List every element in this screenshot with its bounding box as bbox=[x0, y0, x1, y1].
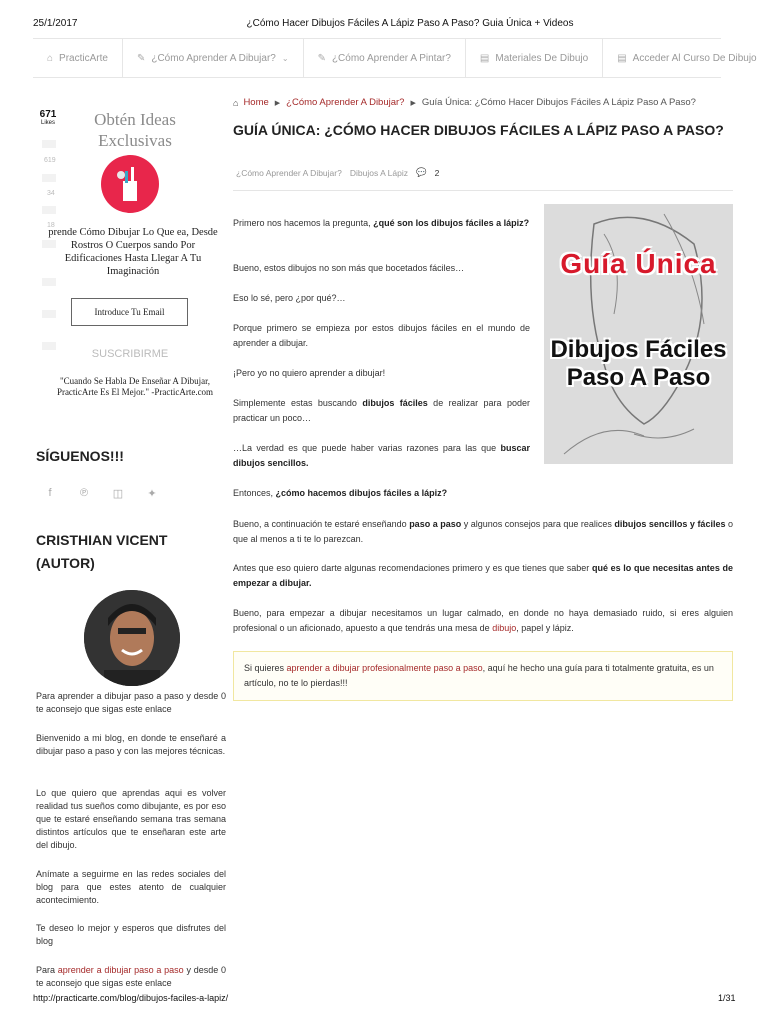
text: Simplemente estas buscando bbox=[233, 398, 363, 408]
text: , papel y lápiz. bbox=[516, 623, 574, 633]
drawing-link[interactable]: dibujo bbox=[492, 623, 517, 633]
home-icon: ⌂ bbox=[47, 52, 54, 64]
share-button[interactable] bbox=[42, 140, 56, 148]
text-bold: ¿qué son los dibujos fáciles a lápiz? bbox=[373, 218, 530, 228]
paragraph bbox=[233, 561, 733, 591]
author-subheading: (AUTOR) bbox=[36, 555, 95, 571]
learn-link[interactable]: aprender a dibujar paso a paso bbox=[57, 965, 184, 975]
main-nav bbox=[33, 38, 757, 78]
breadcrumb-current: Guía Única: ¿Cómo Hacer Dibujos Fáciles A Lápiz Paso A Paso? bbox=[421, 97, 696, 108]
paragraph bbox=[233, 517, 733, 547]
breadcrumb-home[interactable]: Home bbox=[243, 97, 269, 108]
paragraph: Eso lo sé, pero ¿por qué?… bbox=[233, 293, 346, 303]
instagram-icon[interactable]: ◫ bbox=[112, 488, 124, 500]
hero-image bbox=[544, 204, 733, 464]
nav-item-aprender-dibujar[interactable] bbox=[123, 39, 304, 77]
book-icon: ▤ bbox=[617, 52, 627, 64]
text-bold: dibujos fáciles bbox=[362, 398, 428, 408]
share-button[interactable] bbox=[42, 206, 56, 214]
sidebar-paragraph bbox=[36, 964, 226, 990]
text-bold: buscar dibujos sencillos. bbox=[233, 443, 530, 468]
document-title: ¿Cómo Hacer Dibujos Fáciles A Lápiz Paso A Paso? Guia Única + Videos bbox=[246, 18, 574, 29]
comment-count[interactable]: 2 bbox=[434, 167, 440, 178]
text: o que al menos a ti te lo parezcan. bbox=[233, 519, 733, 544]
nav-label: ¿Cómo Aprender A Dibujar? bbox=[151, 52, 276, 64]
nav-item-aprender-pintar[interactable] bbox=[304, 39, 466, 77]
comment-icon: 💬 bbox=[415, 167, 427, 177]
optin-title: Obtén Ideas Exclusivas bbox=[94, 110, 176, 150]
text: Bueno, a continuación te estaré enseñando bbox=[233, 519, 410, 529]
text: Bueno, para empezar a dibujar necesitamos un lugar calmado, en donde no haya demasiado ruido, si eres alguien profesional o un aficionado, apuesto a que tendrás una mesa de bbox=[233, 608, 733, 633]
text: , aquí he hecho una guía para ti totalmente gratuita, es un artículo, no te lo pierdas!!! bbox=[244, 663, 714, 688]
text: …La verdad es que puede haber varias razones para las que bbox=[233, 443, 501, 453]
social-links bbox=[44, 487, 158, 500]
print-date: 25/1/2017 bbox=[33, 18, 78, 29]
text-bold: dibujos sencillos y fáciles bbox=[614, 519, 726, 529]
paragraph bbox=[233, 216, 530, 231]
chevron-right-icon: ▶ bbox=[274, 99, 281, 107]
testimonial-quote: "Cuando Se Habla De Enseñar A Dibujar, PracticArte Es El Mejor." -PracticArte.com bbox=[56, 376, 214, 397]
share-count-2: 619 bbox=[44, 157, 56, 164]
share-bar bbox=[33, 110, 63, 126]
paragraph bbox=[233, 606, 733, 636]
optin-description: prende Cómo Dibujar Lo Que ea, Desde Rostros O Cuerpos sando Por Edificaciones Hasta Llegar A Tu Imaginación bbox=[48, 227, 218, 277]
nav-label: Materiales De Dibujo bbox=[495, 52, 589, 64]
text: Antes que eso quiero darte algunas recomendaciones primero y es que tienes que saber bbox=[233, 563, 592, 573]
share-button[interactable] bbox=[42, 310, 56, 318]
share-count-4: 34 bbox=[47, 190, 55, 197]
pencil-icon: ✎ bbox=[136, 52, 146, 64]
text: Entonces, bbox=[233, 488, 276, 498]
meta-category[interactable]: Dibujos A Lápiz bbox=[349, 167, 408, 178]
paragraph: Porque primero se empieza por estos dibujos fáciles en el mundo de aprender a dibujar. bbox=[233, 323, 530, 348]
sidebar-paragraph: Te deseo lo mejor y esperos que disfrutes del blog bbox=[36, 923, 226, 946]
brand-logo bbox=[101, 155, 159, 213]
callout-box bbox=[233, 651, 733, 701]
text: y desde 0 te aconsejo que sigas este enlace bbox=[36, 965, 227, 988]
author-avatar bbox=[84, 590, 180, 686]
sidebar-paragraph: Lo que quiero que aprendas aqui es volver realidad tus sueños como dibujante, es por eso que te estaré enseñando semana tras semana distintos artículos que te enseñaran este arte del dibujo. bbox=[36, 788, 226, 850]
paragraph: Bueno, estos dibujos no son más que bocetados fáciles… bbox=[233, 263, 465, 273]
paragraph: ¡Pero yo no quiero aprender a dibujar! bbox=[233, 368, 386, 378]
pencil-icon: ✎ bbox=[317, 52, 326, 64]
text-bold: ¿cómo hacemos dibujos fáciles a lápiz? bbox=[275, 488, 448, 498]
share-button[interactable] bbox=[42, 174, 56, 182]
nav-label: PracticArte bbox=[59, 52, 108, 64]
text-bold: qué es lo que necesitas antes de empezar a dibujar. bbox=[233, 563, 733, 588]
page-number: 1/31 bbox=[718, 993, 736, 1003]
share-button[interactable] bbox=[42, 278, 56, 286]
home-icon: ⌂ bbox=[233, 97, 239, 108]
breadcrumb-category[interactable]: ¿Cómo Aprender A Dibujar? bbox=[286, 97, 405, 108]
sidebar-paragraph: Bienvenido a mi blog, en donde te enseñaré a dibujar paso a paso y con las mejores técnicas. bbox=[36, 733, 226, 756]
paragraph bbox=[233, 486, 530, 501]
nav-label: Acceder Al Curso De Dibujo bbox=[632, 52, 757, 64]
text: Primero nos hacemos la pregunta, bbox=[233, 218, 374, 228]
nav-label: ¿Cómo Aprender A Pintar? bbox=[331, 52, 451, 64]
book-icon: ▤ bbox=[479, 52, 490, 64]
nav-item-curso[interactable] bbox=[603, 39, 768, 77]
email-field[interactable]: Introduce Tu Email bbox=[71, 298, 188, 326]
hero-subtitle: Dibujos Fáciles Paso A Paso bbox=[550, 336, 727, 391]
author-heading: CRISTHIAN VICENT bbox=[36, 532, 168, 548]
follow-heading: SÍGUENOS!!! bbox=[36, 448, 124, 464]
share-label: Likes bbox=[40, 120, 55, 126]
callout-link[interactable]: aprender a dibujar profesionalmente paso a paso bbox=[286, 663, 483, 673]
chevron-right-icon: ▶ bbox=[410, 99, 416, 107]
pinterest-icon[interactable]: ℗ bbox=[79, 487, 89, 499]
post-meta bbox=[236, 167, 439, 178]
facebook-icon[interactable]: f bbox=[48, 487, 52, 499]
meta-category[interactable]: ¿Cómo Aprender A Dibujar? bbox=[236, 167, 342, 178]
hero-title: Guía Única bbox=[560, 248, 717, 279]
share-count-6: 18 bbox=[47, 222, 55, 229]
page-title: GUÍA ÚNICA: ¿CÓMO HACER DIBUJOS FÁCILES A LÁPIZ PASO A PASO? bbox=[233, 122, 724, 138]
chevron-down-icon: ⌄ bbox=[281, 53, 289, 63]
text: y algunos consejos para que realices bbox=[461, 519, 615, 529]
sidebar-paragraph: Anímate a seguirme en las redes sociales del blog para que estes atento de cualquier acontecimiento. bbox=[36, 869, 226, 905]
share-button[interactable] bbox=[42, 342, 56, 350]
text: Si quieres bbox=[244, 663, 287, 673]
twitter-icon[interactable]: ✦ bbox=[147, 488, 157, 500]
paragraph bbox=[233, 441, 530, 471]
share-count: 671 bbox=[39, 109, 57, 120]
breadcrumb bbox=[233, 97, 696, 108]
nav-item-materiales[interactable] bbox=[466, 39, 603, 77]
sidebar-paragraph: Para aprender a dibujar paso a paso y desde 0 te aconsejo que sigas este enlace bbox=[36, 691, 226, 714]
nav-item-home[interactable] bbox=[33, 39, 123, 77]
divider bbox=[233, 190, 733, 191]
text-bold: paso a paso bbox=[409, 519, 462, 529]
subscribe-button[interactable]: SUSCRIBIRME bbox=[91, 348, 169, 360]
paragraph bbox=[233, 396, 530, 426]
text: de realizar para poder practicar un poco… bbox=[233, 398, 530, 423]
text: Para bbox=[36, 965, 58, 975]
footer-url: http://practicarte.com/blog/dibujos-faciles-a-lapiz/ bbox=[33, 993, 229, 1003]
